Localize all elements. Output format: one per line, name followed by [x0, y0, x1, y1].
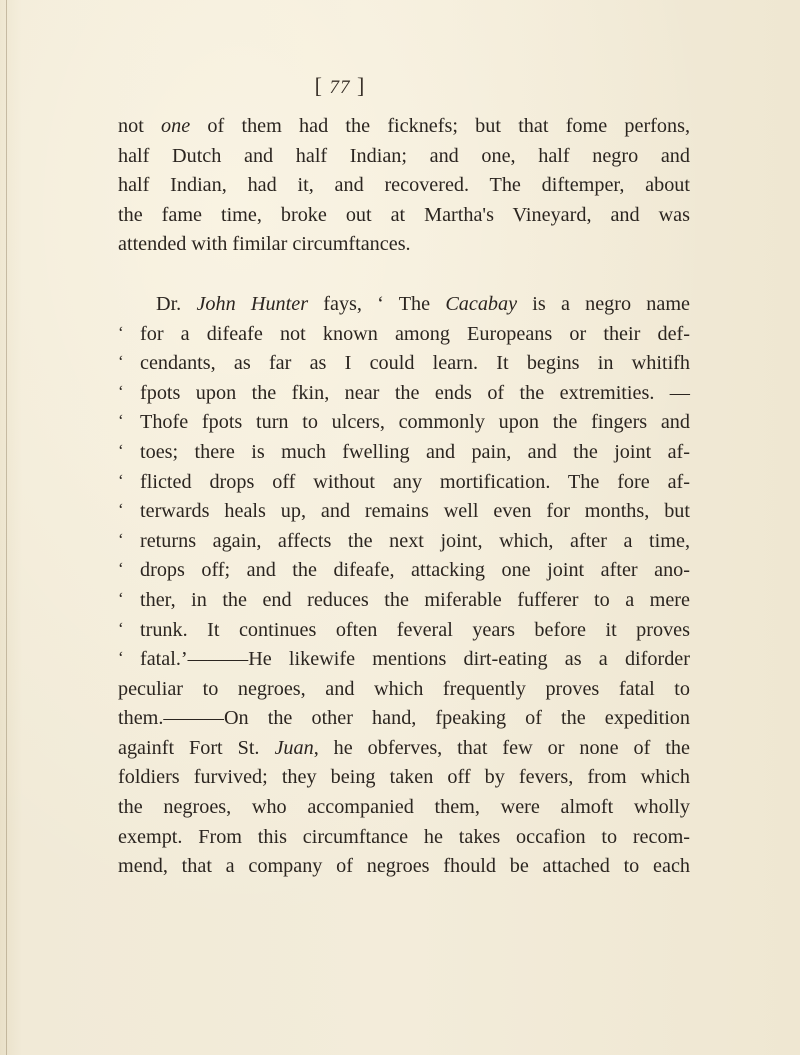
text-segment: of them had the ficknefs; but that fome perfons, — [190, 115, 690, 137]
text-segment: attended with fimilar circumftances. — [118, 233, 411, 256]
text-line — [118, 556, 690, 586]
text-line — [118, 734, 690, 764]
quote-mark: ‘ — [118, 322, 124, 342]
page-number: 77 — [329, 77, 351, 98]
text-segment: half Indian, had it, and recovered. The diftemper, about — [118, 174, 690, 197]
text-segment: fatal.’———He likewife mentions dirt-eating as a diforder — [140, 648, 690, 671]
text-segment: for a difeafe not known among Europeans or their def- — [140, 322, 690, 345]
text-line — [118, 616, 690, 646]
text-segment: them.———On the other hand, fpeaking of the expedition — [118, 707, 690, 730]
text-segment: the negroes, who accompanied them, were almoft wholly — [118, 796, 690, 819]
text-segment: is a negro name — [517, 292, 690, 315]
text-line — [118, 527, 690, 557]
quote-mark: ‘ — [118, 352, 124, 372]
text-line — [118, 438, 690, 468]
quote-mark: ‘ — [118, 381, 124, 401]
text-segment: peculiar to negroes, and which frequently proves fatal to — [118, 677, 690, 700]
text-line — [118, 852, 690, 882]
paragraph — [118, 290, 690, 882]
text-line — [118, 823, 690, 853]
quote-mark: ‘ — [118, 411, 124, 431]
text-line — [118, 379, 690, 409]
text-segment: half Dutch and half Indian; and one, half negro and — [118, 144, 690, 167]
italic-text: Cacabay — [445, 292, 518, 315]
text-line — [118, 349, 690, 379]
text-segment: foldiers furvived; they being taken off by fevers, from which — [118, 766, 690, 789]
italic-text: Juan — [274, 736, 314, 759]
text-segment: the fame time, broke out at Martha's Vineyard, and was — [118, 203, 690, 226]
text-line — [118, 675, 690, 705]
quote-mark: ‘ — [118, 588, 124, 608]
text-segment: , he obferves, that few or none of the — [313, 736, 690, 759]
text-line — [118, 320, 690, 350]
text-line — [118, 142, 690, 172]
quote-mark: ‘ — [118, 648, 124, 668]
text-line — [118, 704, 690, 734]
text-line — [118, 497, 690, 527]
header-bracket-open: [ — [314, 73, 323, 98]
header-bracket-close: ] — [357, 73, 366, 98]
text-line — [118, 290, 690, 320]
text-segment: fpots upon the fkin, near the ends of the extremities. — — [140, 381, 690, 404]
text-segment: ther, in the end reduces the miferable fufferer to a mere — [140, 588, 690, 611]
text-line — [118, 408, 690, 438]
text-line — [118, 171, 690, 201]
binding-edge — [6, 0, 7, 1055]
quote-mark: ‘ — [118, 500, 124, 520]
text-segment: Thofe fpots turn to ulcers, commonly upon the fingers and — [140, 411, 690, 434]
text-line — [118, 201, 690, 231]
text-segment: flicted drops off without any mortification. The fore af- — [140, 470, 690, 493]
paragraph — [118, 112, 690, 260]
text-line — [118, 793, 690, 823]
text-segment: terwards heals up, and remains well even for months, but — [140, 500, 690, 523]
text-segment: againft Fort St. — [118, 736, 275, 759]
text-line — [118, 468, 690, 498]
text-segment: returns again, affects the next joint, which, after a time, — [140, 529, 690, 552]
italic-text: John Hunter — [196, 292, 309, 315]
quote-mark: ‘ — [118, 559, 124, 579]
quote-mark: ‘ — [118, 440, 124, 460]
text-line — [118, 763, 690, 793]
italic-text: one — [161, 115, 191, 137]
paragraph-gap — [118, 260, 690, 290]
text-segment: fays, ‘ The — [308, 292, 446, 315]
quote-mark: ‘ — [118, 470, 124, 490]
text-segment: not — [118, 115, 162, 137]
text-line — [118, 645, 690, 675]
text-line — [118, 230, 690, 260]
quote-mark: ‘ — [118, 529, 124, 549]
text-segment: toes; there is much fwelling and pain, and the joint af- — [140, 440, 690, 463]
text-line — [118, 586, 690, 616]
text-segment: exempt. From this circumftance he takes occafion to recom- — [118, 825, 690, 848]
text-segment: cendants, as far as I could learn. It begins in whitifh — [140, 352, 690, 375]
page-header — [0, 73, 680, 99]
body-text — [118, 112, 690, 882]
quote-mark: ‘ — [118, 618, 124, 638]
text-segment: trunk. It continues often feveral years before it proves — [140, 618, 690, 641]
text-line — [118, 112, 690, 142]
text-segment: mend, that a company of negroes fhould be attached to each — [118, 855, 690, 878]
text-segment: drops off; and the difeafe, attacking one joint after ano- — [140, 559, 690, 582]
text-segment: Dr. — [156, 292, 197, 315]
